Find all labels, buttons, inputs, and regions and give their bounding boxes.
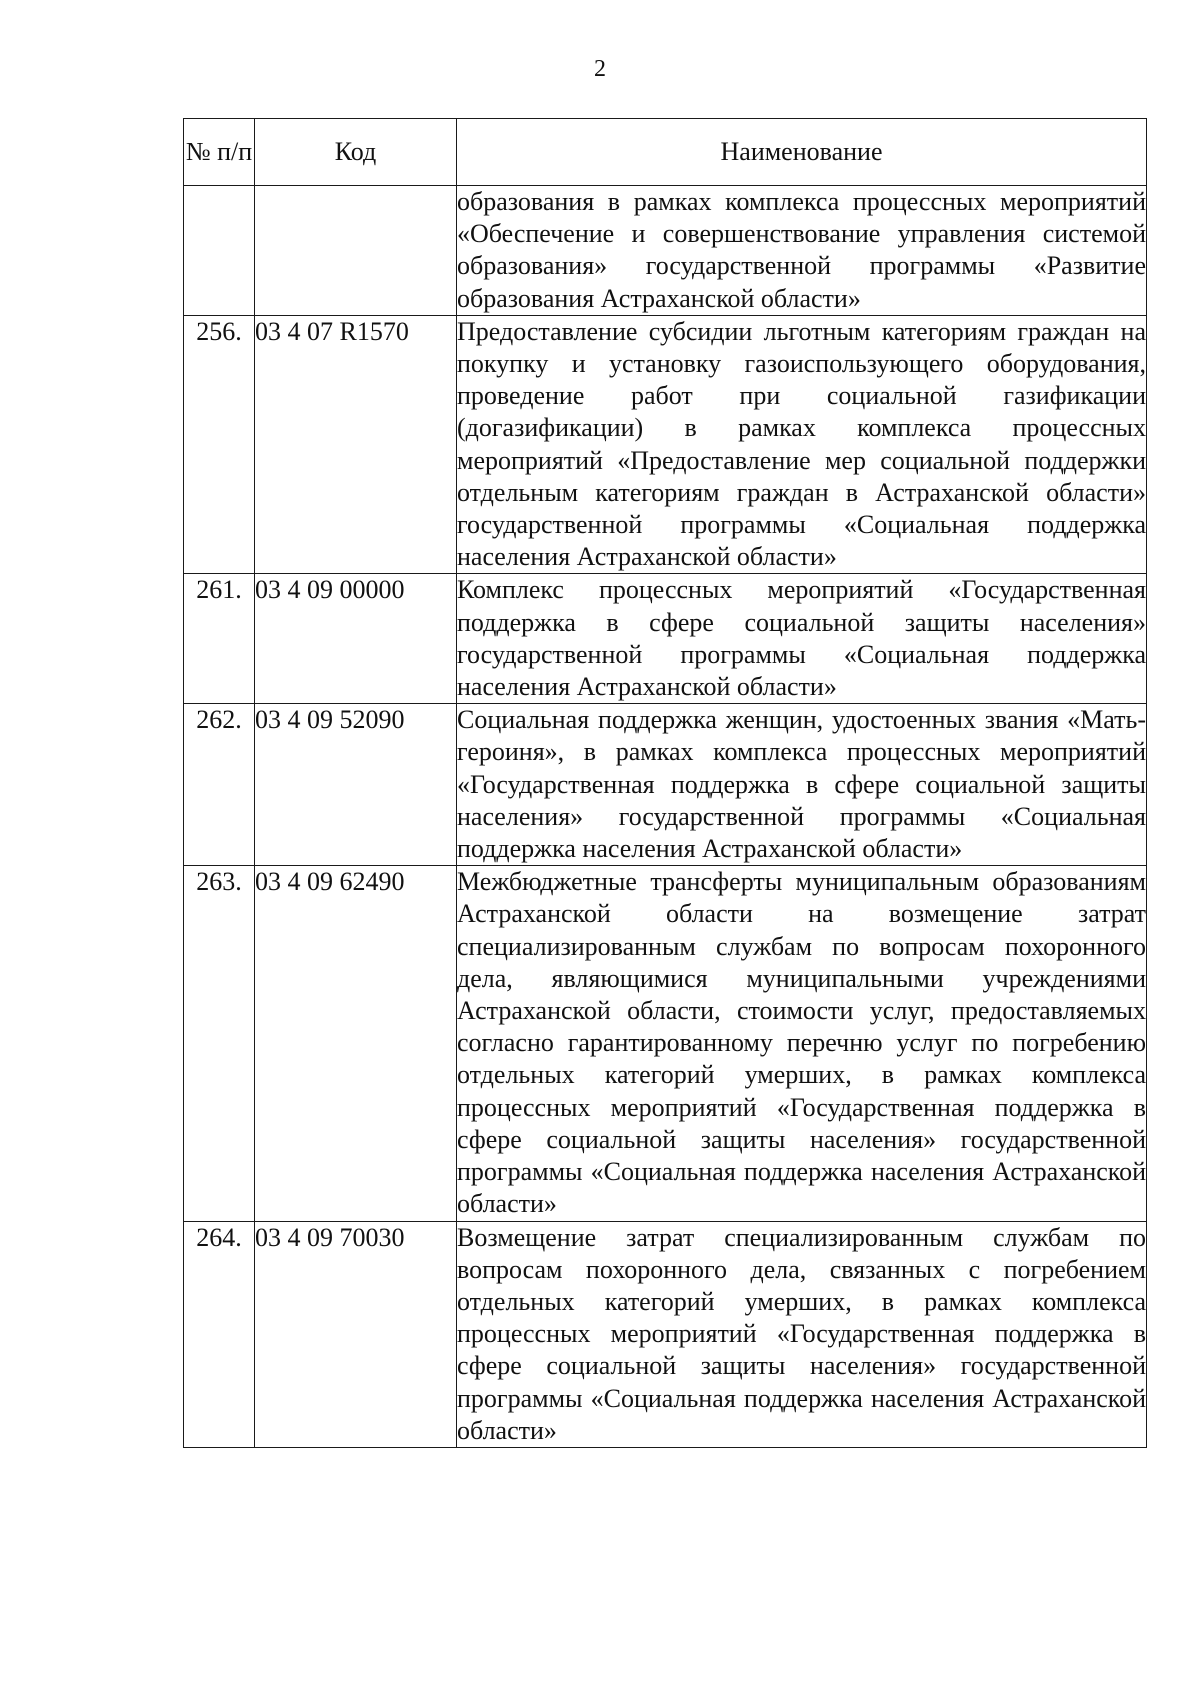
table-row [184,866,1147,1221]
table-row [184,315,1147,574]
row-number: 262. [184,704,255,866]
table-header-row [184,119,1147,186]
page-number: 2 [594,56,606,82]
row-number: 263. [184,866,255,1221]
row-number [184,186,255,316]
row-name: образования в рамках комплекса процессных мероприятий «Обеспечение и совершенствование управления системой образования» государственной программы «Развитие образования Астраханской области» [457,186,1147,316]
table-row [184,574,1147,704]
row-name: Предоставление субсидии льготным категориям граждан на покупку и установку газоиспользующего оборудования, проведение работ при социальной газификации (догазификации) в рамках комплекса процессных мероприятий «Предоставление мер социальной поддержки отдельным категориям граждан в Астраханской области» государственной программы «Социальная поддержка населения Астраханской области» [457,315,1147,574]
header-code: Код [255,119,457,186]
row-code: 03 4 09 52090 [255,704,457,866]
row-number: 264. [184,1221,255,1447]
row-code: 03 4 09 00000 [255,574,457,704]
table-row [184,704,1147,866]
header-name: Наименование [457,119,1147,186]
header-number: № п/п [184,119,255,186]
row-name: Возмещение затрат специализированным службам по вопросам похоронного дела, связанных с погребением отдельных категорий умерших, в рамках комплекса процессных мероприятий «Государственная поддержка в сфере социальной защиты населения» государственной программы «Социальная поддержка населения Астраханской области» [457,1221,1147,1447]
row-code: 03 4 07 R1570 [255,315,457,574]
row-name: Комплекс процессных мероприятий «Государственная поддержка в сфере социальной защиты населения» государственной программы «Социальная поддержка населения Астраханской области» [457,574,1147,704]
row-code [255,186,457,316]
row-code: 03 4 09 62490 [255,866,457,1221]
budget-code-table [183,118,1147,1448]
row-name: Социальная поддержка женщин, удостоенных звания «Мать-героиня», в рамках комплекса процессных мероприятий «Государственная поддержка в сфере социальной защиты населения» государственной программы «Социальная поддержка населения Астраханской области» [457,704,1147,866]
row-name: Межбюджетные трансферты муниципальным образованиям Астраханской области на возмещение затрат специализированным службам по вопросам похоронного дела, являющимися муниципальными учреждениями Астраханской области, стоимости услуг, предоставляемых согласно гарантированному перечню услуг по погребению отдельных категорий умерших, в рамках комплекса процессных мероприятий «Государственная поддержка в сфере социальной защиты населения» государственной программы «Социальная поддержка населения Астраханской области» [457,866,1147,1221]
table-row [184,186,1147,316]
row-code: 03 4 09 70030 [255,1221,457,1447]
row-number: 261. [184,574,255,704]
row-number: 256. [184,315,255,574]
table-row [184,1221,1147,1447]
